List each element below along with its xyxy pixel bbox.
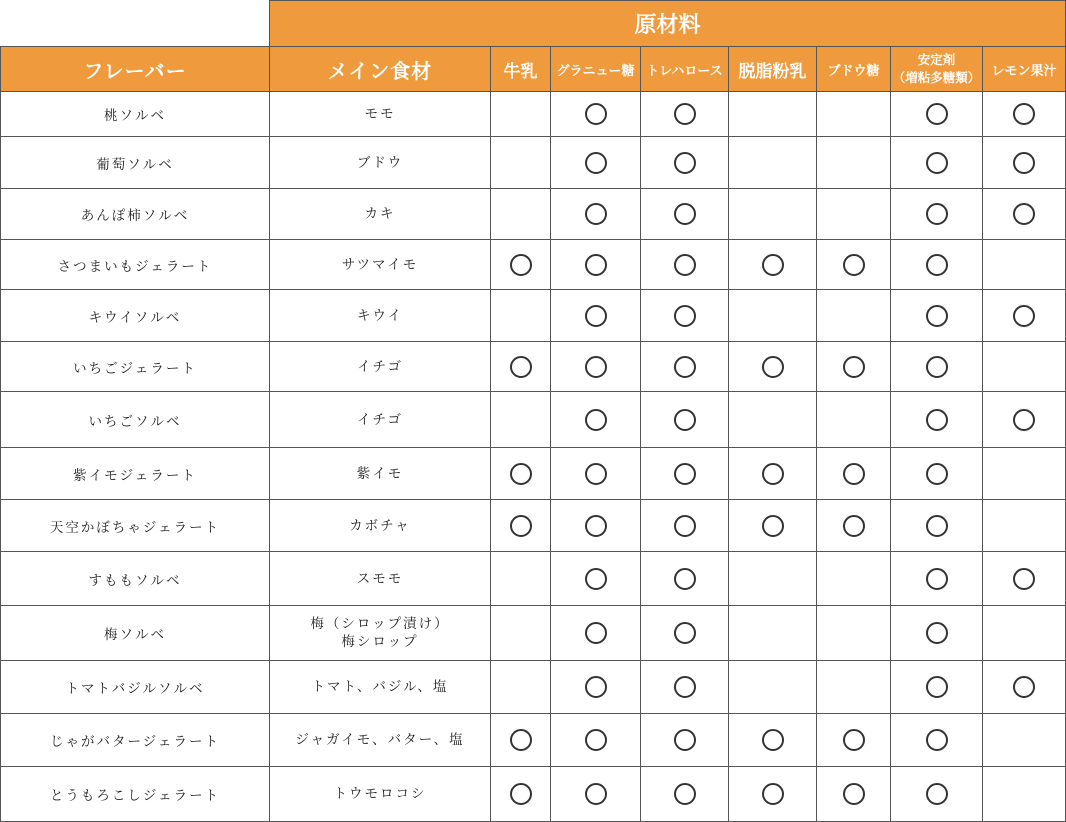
circle-mark-icon: [1013, 203, 1035, 225]
ingredient-check-cell: [891, 92, 983, 137]
ingredients-group-header: 原材料: [270, 1, 1066, 47]
ingredient-check-cell: [551, 714, 641, 767]
ingredient-check-cell: [641, 500, 729, 552]
circle-mark-icon: [674, 356, 696, 378]
flavor-cell: さつまいもジェラート: [1, 240, 270, 290]
granulated-sugar-column-header: グラニュー糖: [551, 47, 641, 92]
main-ingredient-cell: [270, 714, 491, 767]
flavor-cell: 葡萄ソルベ: [1, 137, 270, 189]
circle-mark-icon: [843, 729, 865, 751]
ingredient-check-cell: [817, 448, 891, 500]
ingredient-check-cell: [551, 448, 641, 500]
circle-mark-icon: [926, 254, 948, 276]
circle-mark-icon: [926, 676, 948, 698]
glucose-column-header: ブドウ糖: [817, 47, 891, 92]
main-ingredient-line: サツマイモ: [341, 256, 419, 273]
circle-mark-icon: [585, 254, 607, 276]
circle-mark-icon: [843, 463, 865, 485]
ingredient-check-cell: [983, 448, 1066, 500]
circle-mark-icon: [510, 463, 532, 485]
ingredient-check-cell: [641, 92, 729, 137]
circle-mark-icon: [843, 254, 865, 276]
ingredient-check-cell: [729, 290, 817, 342]
table-row: [1, 137, 1066, 189]
circle-mark-icon: [762, 729, 784, 751]
ingredient-check-cell: [817, 767, 891, 822]
ingredient-check-cell: [983, 137, 1066, 189]
ingredient-check-cell: [817, 189, 891, 240]
table-row: [1, 500, 1066, 552]
ingredient-check-cell: [729, 392, 817, 448]
main-ingredient-line: イチゴ: [357, 358, 403, 375]
ingredient-check-cell: [983, 342, 1066, 392]
trehalose-column-header: トレハロース: [641, 47, 729, 92]
main-ingredient-line: カキ: [364, 206, 396, 222]
circle-mark-icon: [585, 203, 607, 225]
table-row: [1, 392, 1066, 448]
ingredient-check-cell: [983, 189, 1066, 240]
ingredient-check-cell: [491, 661, 551, 714]
ingredient-check-cell: [551, 392, 641, 448]
header-corner-blank: [1, 1, 270, 47]
circle-mark-icon: [926, 729, 948, 751]
main-ingredient-line: ジャガイモ、バター、塩: [295, 732, 465, 748]
flavor-cell: すももソルベ: [1, 552, 270, 606]
main-ingredient-line: トウモロコシ: [333, 786, 427, 802]
ingredient-check-cell: [491, 137, 551, 189]
flavor-cell: とうもろこしジェラート: [1, 767, 270, 822]
main-ingredient-line: 梅シロップ: [341, 634, 419, 650]
circle-mark-icon: [585, 409, 607, 431]
ingredient-check-cell: [551, 290, 641, 342]
main-ingredient-line: カボチャ: [349, 517, 411, 534]
ingredient-check-cell: [729, 767, 817, 822]
ingredient-check-cell: [641, 137, 729, 189]
ingredient-check-cell: [641, 552, 729, 606]
lemon-juice-column-header: レモン果汁: [983, 47, 1066, 92]
ingredient-check-cell: [817, 240, 891, 290]
circle-mark-icon: [1013, 103, 1035, 125]
ingredient-check-cell: [551, 92, 641, 137]
circle-mark-icon: [585, 568, 607, 590]
ingredient-check-cell: [551, 661, 641, 714]
stabilizer-note: （増粘多糖類）: [892, 70, 981, 85]
circle-mark-icon: [1013, 305, 1035, 327]
ingredient-check-cell: [891, 552, 983, 606]
circle-mark-icon: [926, 305, 948, 327]
ingredient-check-cell: [891, 240, 983, 290]
ingredient-check-cell: [551, 500, 641, 552]
main-ingredient-cell: [270, 290, 491, 342]
flavor-cell: キウイソルベ: [1, 290, 270, 342]
circle-mark-icon: [762, 356, 784, 378]
ingredient-check-cell: [551, 552, 641, 606]
main-ingredient-cell: [270, 240, 491, 290]
circle-mark-icon: [674, 409, 696, 431]
circle-mark-icon: [926, 783, 948, 805]
circle-mark-icon: [585, 152, 607, 174]
ingredient-check-cell: [641, 661, 729, 714]
ingredient-check-cell: [891, 606, 983, 661]
circle-mark-icon: [585, 356, 607, 378]
flavor-cell: トマトバジルソルベ: [1, 661, 270, 714]
ingredient-check-cell: [729, 661, 817, 714]
ingredient-check-cell: [729, 240, 817, 290]
ingredient-check-cell: [551, 189, 641, 240]
circle-mark-icon: [926, 463, 948, 485]
circle-mark-icon: [674, 254, 696, 276]
circle-mark-icon: [510, 783, 532, 805]
circle-mark-icon: [843, 356, 865, 378]
ingredient-check-cell: [641, 392, 729, 448]
circle-mark-icon: [674, 729, 696, 751]
ingredient-check-cell: [491, 240, 551, 290]
ingredient-check-cell: [983, 500, 1066, 552]
ingredient-check-cell: [551, 137, 641, 189]
main-ingredient-cell: [270, 552, 491, 606]
ingredient-check-cell: [817, 661, 891, 714]
ingredient-check-cell: [729, 714, 817, 767]
ingredient-check-cell: [491, 714, 551, 767]
ingredient-check-cell: [983, 606, 1066, 661]
table-row: [1, 661, 1066, 714]
ingredient-check-cell: [817, 392, 891, 448]
circle-mark-icon: [585, 729, 607, 751]
ingredient-check-cell: [817, 290, 891, 342]
table-body: [1, 92, 1066, 822]
circle-mark-icon: [510, 729, 532, 751]
ingredient-check-cell: [491, 92, 551, 137]
ingredient-check-cell: [491, 290, 551, 342]
ingredient-check-cell: [891, 392, 983, 448]
table-header: [1, 1, 1066, 92]
circle-mark-icon: [585, 676, 607, 698]
ingredient-check-cell: [817, 92, 891, 137]
circle-mark-icon: [585, 783, 607, 805]
main-ingredient-line: トマト、バジル、塩: [311, 679, 449, 695]
table-row: [1, 240, 1066, 290]
ingredient-check-cell: [729, 137, 817, 189]
ingredient-check-cell: [983, 392, 1066, 448]
circle-mark-icon: [762, 515, 784, 537]
stabilizer-label: 安定剤: [917, 52, 956, 67]
main-ingredient-cell: [270, 767, 491, 822]
circle-mark-icon: [843, 783, 865, 805]
ingredient-check-cell: [551, 342, 641, 392]
circle-mark-icon: [674, 676, 696, 698]
table-row: [1, 92, 1066, 137]
main-ingredient-cell: [270, 189, 491, 240]
ingredient-check-cell: [491, 392, 551, 448]
circle-mark-icon: [762, 463, 784, 485]
ingredient-check-cell: [729, 552, 817, 606]
ingredient-check-cell: [983, 290, 1066, 342]
flavor-column-header: フレーバー: [1, 47, 270, 92]
table-row: [1, 606, 1066, 661]
ingredient-check-cell: [891, 137, 983, 189]
ingredient-check-cell: [817, 606, 891, 661]
circle-mark-icon: [1013, 409, 1035, 431]
main-ingredient-line: スモモ: [356, 570, 404, 587]
ingredient-check-cell: [551, 606, 641, 661]
circle-mark-icon: [1013, 152, 1035, 174]
ingredient-check-cell: [491, 342, 551, 392]
flavor-cell: あんぽ柿ソルベ: [1, 189, 270, 240]
main-ingredient-line: 紫イモ: [356, 465, 404, 482]
main-ingredient-cell: [270, 92, 491, 137]
ingredient-check-cell: [891, 767, 983, 822]
ingredient-check-cell: [817, 552, 891, 606]
stabilizer-column-header: [891, 47, 983, 92]
circle-mark-icon: [926, 356, 948, 378]
ingredient-check-cell: [491, 189, 551, 240]
circle-mark-icon: [762, 783, 784, 805]
skim-milk-powder-column-header: 脱脂粉乳: [729, 47, 817, 92]
main-ingredient-cell: [270, 448, 491, 500]
ingredient-check-cell: [817, 500, 891, 552]
circle-mark-icon: [674, 783, 696, 805]
flavor-cell: 桃ソルベ: [1, 92, 270, 137]
table-row: [1, 714, 1066, 767]
ingredient-check-cell: [491, 552, 551, 606]
circle-mark-icon: [510, 356, 532, 378]
main-ingredient-cell: [270, 661, 491, 714]
ingredient-check-cell: [551, 240, 641, 290]
flavor-cell: 梅ソルベ: [1, 606, 270, 661]
ingredient-check-cell: [641, 342, 729, 392]
main-ingredient-cell: [270, 606, 491, 661]
milk-column-header: 牛乳: [491, 47, 551, 92]
ingredient-check-cell: [491, 448, 551, 500]
ingredient-check-cell: [491, 606, 551, 661]
flavor-cell: 紫イモジェラート: [1, 448, 270, 500]
circle-mark-icon: [585, 515, 607, 537]
ingredient-check-cell: [817, 342, 891, 392]
circle-mark-icon: [585, 103, 607, 125]
ingredient-check-cell: [641, 606, 729, 661]
main-ingredient-column-header: メイン食材: [270, 47, 491, 92]
circle-mark-icon: [843, 515, 865, 537]
main-ingredient-cell: [270, 137, 491, 189]
circle-mark-icon: [585, 305, 607, 327]
ingredient-check-cell: [641, 189, 729, 240]
ingredient-check-cell: [729, 189, 817, 240]
main-ingredient-line: モモ: [364, 106, 396, 122]
table-row: [1, 342, 1066, 392]
ingredient-check-cell: [817, 714, 891, 767]
circle-mark-icon: [926, 409, 948, 431]
circle-mark-icon: [674, 568, 696, 590]
main-ingredient-cell: [270, 392, 491, 448]
circle-mark-icon: [674, 463, 696, 485]
ingredient-check-cell: [891, 500, 983, 552]
main-ingredient-cell: [270, 500, 491, 552]
ingredient-check-cell: [891, 342, 983, 392]
ingredient-check-cell: [817, 137, 891, 189]
circle-mark-icon: [674, 515, 696, 537]
circle-mark-icon: [510, 254, 532, 276]
circle-mark-icon: [674, 622, 696, 644]
ingredient-check-cell: [641, 714, 729, 767]
circle-mark-icon: [926, 568, 948, 590]
circle-mark-icon: [674, 152, 696, 174]
ingredient-check-cell: [983, 767, 1066, 822]
ingredient-check-cell: [641, 448, 729, 500]
ingredient-check-cell: [491, 767, 551, 822]
ingredient-check-cell: [891, 714, 983, 767]
ingredient-check-cell: [729, 92, 817, 137]
ingredient-check-cell: [491, 500, 551, 552]
flavor-cell: じゃがバタージェラート: [1, 714, 270, 767]
ingredient-check-cell: [641, 290, 729, 342]
ingredient-check-cell: [983, 661, 1066, 714]
ingredient-check-cell: [551, 767, 641, 822]
table-row: [1, 189, 1066, 240]
flavor-cell: いちごソルベ: [1, 392, 270, 448]
ingredient-check-cell: [729, 500, 817, 552]
circle-mark-icon: [926, 515, 948, 537]
circle-mark-icon: [585, 622, 607, 644]
ingredient-check-cell: [891, 661, 983, 714]
table-row: [1, 552, 1066, 606]
main-ingredient-cell: [270, 342, 491, 392]
flavor-cell: いちごジェラート: [1, 342, 270, 392]
ingredient-check-cell: [891, 448, 983, 500]
circle-mark-icon: [510, 515, 532, 537]
main-ingredient-line: キウイ: [356, 307, 404, 324]
ingredient-check-cell: [983, 92, 1066, 137]
table-row: [1, 448, 1066, 500]
circle-mark-icon: [674, 103, 696, 125]
flavor-cell: 天空かぼちゃジェラート: [1, 500, 270, 552]
circle-mark-icon: [585, 463, 607, 485]
main-ingredient-line: イチゴ: [357, 411, 403, 428]
main-ingredient-line: 梅（シロップ漬け）: [310, 616, 450, 632]
ingredient-check-cell: [641, 767, 729, 822]
circle-mark-icon: [674, 305, 696, 327]
circle-mark-icon: [762, 254, 784, 276]
ingredient-check-cell: [891, 290, 983, 342]
ingredient-check-cell: [983, 552, 1066, 606]
circle-mark-icon: [674, 203, 696, 225]
circle-mark-icon: [926, 622, 948, 644]
circle-mark-icon: [1013, 568, 1035, 590]
circle-mark-icon: [926, 152, 948, 174]
table-row: [1, 767, 1066, 822]
circle-mark-icon: [1013, 676, 1035, 698]
ingredient-check-cell: [983, 240, 1066, 290]
table-row: [1, 290, 1066, 342]
ingredient-check-cell: [891, 189, 983, 240]
circle-mark-icon: [926, 103, 948, 125]
ingredient-check-cell: [983, 714, 1066, 767]
ingredient-check-cell: [729, 342, 817, 392]
main-ingredient-line: ブドウ: [356, 154, 404, 171]
ingredient-check-cell: [729, 448, 817, 500]
ingredient-check-cell: [641, 240, 729, 290]
ingredient-check-cell: [729, 606, 817, 661]
circle-mark-icon: [926, 203, 948, 225]
